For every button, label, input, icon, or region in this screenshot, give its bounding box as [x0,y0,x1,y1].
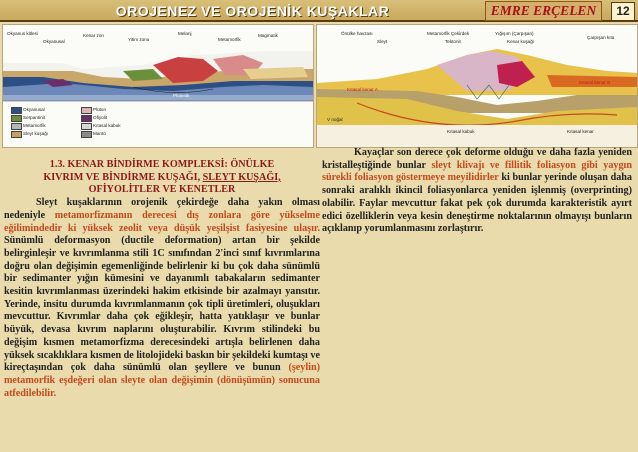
legend-swatch [11,131,22,138]
section-heading [4,159,320,197]
label-sleyt: Sleyt [377,39,388,44]
heading-line-3: SLEYT KUŞAĞI, [202,171,281,183]
author-badge: EMRE ERÇELEN [485,1,602,21]
right-text-column [322,147,632,236]
label-v-nogal: V noğal [327,117,343,122]
label-crust-b: Kıtasal kenar B [579,80,611,85]
label-plutonik: Plütonik [173,93,190,98]
label-crust-a: Kıtasal kenar A [347,87,378,92]
legend-swatch [11,115,22,122]
page-title: OROJENEZ VE OROJENİK KUŞAKLAR [115,3,390,19]
legend-label: Metamorfik [23,123,46,128]
legend-swatch [81,131,92,138]
heading-line-2: KIVRIM VE BİNDİRME KUŞAĞI, [43,171,203,183]
heading-line-4: OFİYOLİTLER VE KENETLER [88,184,236,196]
label-kenar-zon: Kenar zon [83,33,104,38]
legend-label: Sleyt kuşağı [23,131,49,136]
label-kenar-kusagi: Kenar kuşağı [507,39,535,44]
heading-line-1: 1.3. KENAR BİNDİRME KOMPLEKSİ: ÖNÜLKE [49,159,275,170]
label-metamorfik: Metamorfik [218,37,241,42]
body-paragraph-right [322,147,632,236]
orogen-cross-section-figure [2,24,314,148]
text-run: ki bunlar yerinde oluşan daha sonraki aralıklı ikincil foliasyonlarca yeniden işlenmiş (overprinting) olabilir. Faylar mevcuttur fakat pek çok durumda karakteristik ayırt edici özelliklerin veya kesin deneştirme noktalarının olmayışı bunların açıklanıp yorumlanmasını zorlaştırır. [322,172,632,235]
text-run-highlight: metamorfizmanın derecesi dış zonlara göre yükselme eğilimindedir ki yüksek zeolit veya düşük yeşilşist fasiyesine ulaşır. [4,209,320,234]
label-okyanus-kitle: Okyanus kitlesi [7,31,38,36]
label-melange: Melanj [178,31,192,36]
legend-label: Okyanusal [23,107,45,112]
legend-swatch [11,123,22,130]
text-run-highlight: sleyt klivajı ve fillitik foliasyon gibi yaygın sürekli foliasyon göstermeye meyilidirler [322,159,632,184]
legend-label: Manto [93,131,106,136]
legend-label: Serpantinit [23,115,45,120]
body-paragraph-left [4,197,320,400]
page-number: 12 [611,2,635,21]
legend-label: Kıtasal kabuk [93,123,121,128]
label-magmatik: Magmatik [258,33,278,38]
text-run: Sleyt kuşaklarının orojenik çekirdeğe daha yakın olması nedeniyle [4,197,320,221]
header-bar [0,0,638,22]
label-kitasal-kabuk: Kıtasal kabuk [447,129,475,134]
text-run-highlight: (şeylin) metamorfik eşdeğeri olan sleyte olan değişimin (dönüşümün) sonucuna atfedilebilir. [4,362,320,399]
label-yitim-zonu: Yitim zonu [128,37,150,42]
legend-swatch [81,107,92,114]
label-okyanusal: Okyanusal [43,39,65,44]
text-run: Kayaçlar son derece çok deforme olduğu ve daha fazla yeniden kristalleştiğinde bunlar [322,147,632,171]
label-onulke-havzasi: Önülke havzası [341,31,373,36]
legend-swatch [11,107,22,114]
label-yigisim: Yığışım (Çarpışan) [495,31,534,36]
label-kitasal-kenar: Kıtasal kenar [567,129,594,134]
left-text-column [4,159,320,444]
legend-swatch [81,115,92,122]
legend-label: Ofiyolit [93,115,108,120]
legend-label: Plüton [93,107,107,112]
legend-swatch [81,123,92,130]
collision-orogen-figure [316,24,638,148]
label-carpisan-kita: Çarpışan kıta [587,35,615,40]
text-run: Sünümlü deformasyon (ductile deformation) artan bir şekilde belirginleşir ve kıvrımlanma stili 1C sınıfından 2'inci sınıf kıvrımlarına doğru olan değişimin egemenliğinde belirlenir ki bu çok daha sünümlü bir sedimanter yığın kümesini ve dayanımlı tabakaların sedimanter kesitin kıvrımlanması üzerindeki hakim etkisinde bir azalmayı yansıtır. Yerinde, insitu durumda kıvrımlanmanın çok tipli üretimleri, oluşukları mevcuttur. Kıvrımlar daha çok eğikleşir, hatta yatıklaşır ve bunlar büyük, devasa kıvrım naplarını oluşturabilir. Kıvrım stilindeki bu değişim kısmen metamorfizma derecesindeki artışla belirlenen daha yüksek sıcaklıklara kısmen de litolojideki baskın bir şekildeki kumtaşı ve kireçtaşından çok daha sünümlü olan şeyllere ve bunun [4,235,320,374]
label-tektonit: Tektonit [445,39,461,44]
label-metamorfik-cekirdek: Metamorfik Çekirdek [427,31,470,36]
